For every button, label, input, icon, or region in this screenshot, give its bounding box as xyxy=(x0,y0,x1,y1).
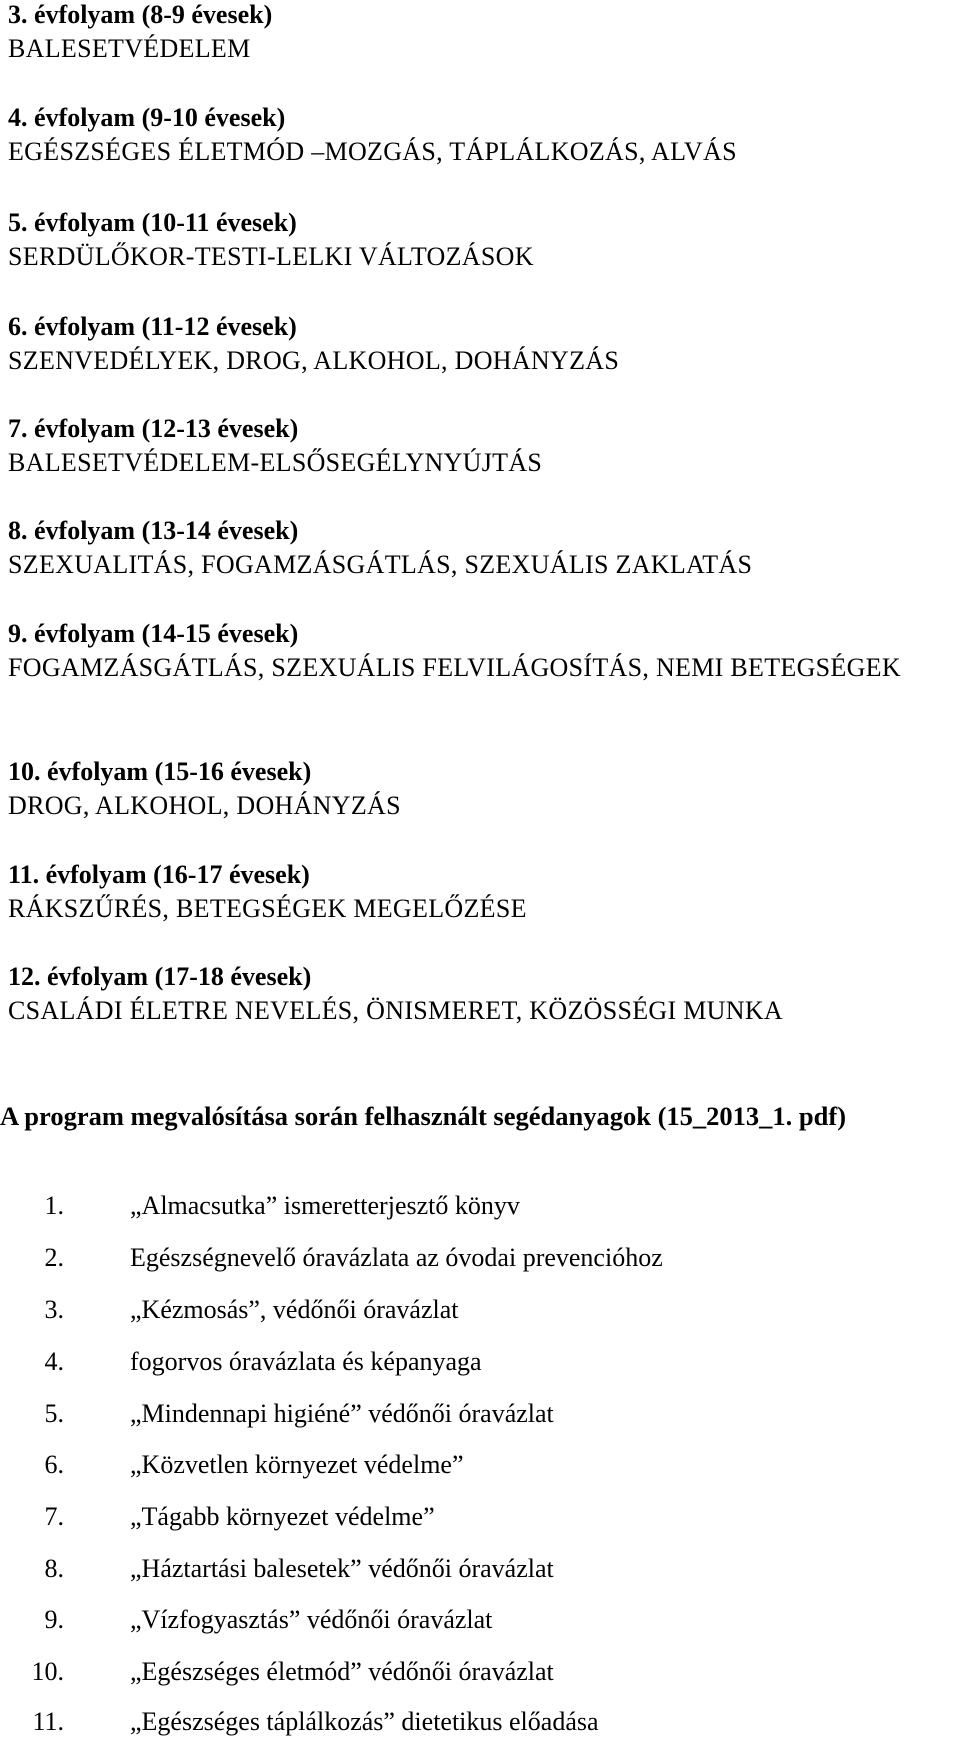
grade-section xyxy=(8,0,948,66)
grade-topic: SZEXUALITÁS, FOGAMZÁSGÁTLÁS, SZEXUÁLIS ZAKLATÁS xyxy=(8,550,753,579)
grade-section xyxy=(8,101,948,169)
grade-heading: 6. évfolyam (11-12 évesek) xyxy=(8,312,297,341)
grade-section xyxy=(8,617,948,685)
list-item-number: 6. xyxy=(44,1450,64,1479)
list-item-number: 7. xyxy=(44,1502,64,1531)
grade-section xyxy=(8,514,948,582)
grade-topic: FOGAMZÁSGÁTLÁS, SZEXUÁLIS FELVILÁGOSÍTÁS, NEMI BETEGSÉGEK xyxy=(8,653,901,682)
list-item-number: 9. xyxy=(44,1605,64,1634)
list-item-number: 10. xyxy=(31,1657,64,1686)
list-item-text: fogorvos óravázlata és képanyaga xyxy=(130,1347,482,1376)
grade-section xyxy=(8,412,948,480)
list-item-number: 8. xyxy=(44,1554,64,1583)
list-item-text: „Háztartási balesetek” védőnői óravázlat xyxy=(130,1554,554,1583)
list-item-text: „Mindennapi higiéné” védőnői óravázlat xyxy=(130,1399,554,1428)
grade-topic: CSALÁDI ÉLETRE NEVELÉS, ÖNISMERET, KÖZÖSSÉGI MUNKA xyxy=(8,996,783,1025)
list-item xyxy=(0,1396,960,1432)
list-item-number: 1. xyxy=(44,1191,64,1220)
resources-heading: A program megvalósítása során felhasznált segédanyagok (15_2013_1. pdf) xyxy=(0,1101,847,1131)
grade-topic: DROG, ALKOHOL, DOHÁNYZÁS xyxy=(8,791,401,820)
list-item xyxy=(0,1292,960,1328)
grade-heading: 12. évfolyam (17-18 évesek) xyxy=(8,962,312,991)
grade-topic: SZENVEDÉLYEK, DROG, ALKOHOL, DOHÁNYZÁS xyxy=(8,346,620,375)
list-item-text: „Tágabb környezet védelme” xyxy=(130,1502,435,1531)
grade-topic: BALESETVÉDELEM xyxy=(8,34,251,63)
list-item-number: 2. xyxy=(44,1243,64,1272)
list-item xyxy=(0,1240,960,1276)
grade-section xyxy=(8,858,948,926)
list-item-text: „Egészséges táplálkozás” dietetikus előadása xyxy=(130,1707,599,1736)
grade-heading: 9. évfolyam (14-15 évesek) xyxy=(8,619,299,648)
list-item xyxy=(0,1602,960,1638)
list-item xyxy=(0,1654,960,1690)
grade-heading: 4. évfolyam (9-10 évesek) xyxy=(8,103,286,132)
grade-heading: 10. évfolyam (15-16 évesek) xyxy=(8,757,312,786)
list-item-text: „Egészséges életmód” védőnői óravázlat xyxy=(130,1657,554,1686)
list-item-number: 4. xyxy=(44,1347,64,1376)
list-item xyxy=(0,1551,960,1587)
list-item-text: „Kézmosás”, védőnői óravázlat xyxy=(130,1295,459,1324)
list-item-text: „Közvetlen környezet védelme” xyxy=(130,1450,464,1479)
grade-topic: BALESETVÉDELEM-ELSŐSEGÉLYNYÚJTÁS xyxy=(8,448,543,477)
grade-section xyxy=(8,960,948,1028)
list-item-text: „Vízfogyasztás” védőnői óravázlat xyxy=(130,1605,493,1634)
grade-topic: SERDÜLŐKOR-TESTI-LELKI VÁLTOZÁSOK xyxy=(8,242,534,271)
list-item xyxy=(0,1447,960,1483)
grade-section xyxy=(8,206,948,274)
list-item xyxy=(0,1499,960,1535)
list-item-text: „Almacsutka” ismeretterjesztő könyv xyxy=(130,1191,520,1220)
grade-section xyxy=(8,755,948,823)
grade-heading: 3. évfolyam (8-9 évesek) xyxy=(8,0,273,29)
list-item xyxy=(0,1344,960,1380)
list-item-number: 11. xyxy=(32,1707,64,1736)
grade-section xyxy=(8,310,948,378)
grade-heading: 8. évfolyam (13-14 évesek) xyxy=(8,516,299,545)
grade-topic: EGÉSZSÉGES ÉLETMÓD –MOZGÁS, TÁPLÁLKOZÁS, ALVÁS xyxy=(8,137,737,166)
grade-heading: 7. évfolyam (12-13 évesek) xyxy=(8,414,299,443)
list-item-number: 5. xyxy=(44,1399,64,1428)
list-item-number: 3. xyxy=(44,1295,64,1324)
grade-topic: RÁKSZŰRÉS, BETEGSÉGEK MEGELŐZÉSE xyxy=(8,894,527,923)
list-item xyxy=(0,1188,960,1224)
list-item-text: Egészségnevelő óravázlata az óvodai prevencióhoz xyxy=(130,1243,663,1272)
grade-heading: 5. évfolyam (10-11 évesek) xyxy=(8,208,297,237)
grade-heading: 11. évfolyam (16-17 évesek) xyxy=(8,860,310,889)
list-item xyxy=(0,1704,960,1740)
